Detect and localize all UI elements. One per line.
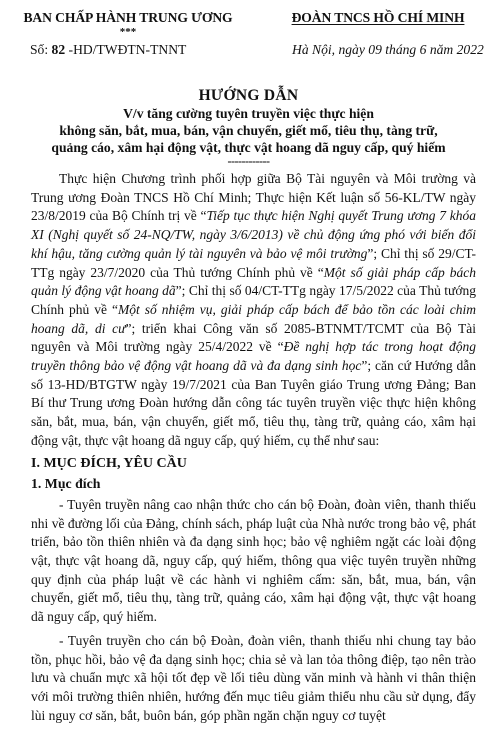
- subject-line-2: không săn, bắt, mua, bán, vận chuyển, giết mổ, tiêu thụ, tàng trữ,: [59, 123, 438, 138]
- document-title: HƯỚNG DẪN: [198, 87, 299, 104]
- subsection-heading: 1. Mục đích: [31, 476, 101, 492]
- document-body: [31, 170, 476, 725]
- section-heading: I. MỤC ĐÍCH, YÊU CẦU: [31, 455, 187, 471]
- doc-number-suffix: -HD/TWĐTN-TNNT: [68, 42, 187, 57]
- organization-block: [262, 10, 494, 26]
- organization-name: ĐOÀN TNCS HỒ CHÍ MINH: [291, 10, 465, 25]
- purpose-paragraph-1: - Tuyên truyền nâng cao nhận thức cho cán bộ Đoàn, đoàn viên, thanh thiếu nhi về đường lối của Đảng, chính sách, pháp luật của Nhà nước trong bảo vệ, phát triển, bảo tồn thiên nhiên và đa dạng sinh học; bảo vệ nghiêm ngặt các loài động vật, thực vật hoang dã, nguy cấp, quý hiếm, thông qua việc tuyên truyền những quy định của pháp luật về các hành vi nghiêm cấm: săn, bắt, mua, bán, vận chuyển, giết mổ, tiêu thụ, tàng trữ, quảng cáo, xâm hại động vật, thực vật hoang dã nguy cấp, quý hiếm.: [31, 496, 476, 625]
- subject-line-3: quảng cáo, xâm hại động vật, thực vật hoang dã nguy cấp, quý hiếm: [51, 140, 446, 155]
- doc-number-value: 82: [51, 42, 66, 57]
- title-separator: ------------: [227, 154, 270, 168]
- issuing-authority: BAN CHẤP HÀNH TRUNG ƯƠNG: [23, 10, 233, 25]
- issuing-authority-block: [8, 10, 248, 37]
- stars-divider: ***: [119, 26, 137, 38]
- intro-paragraph: Thực hiện Chương trình phối hợp giữa Bộ Tài nguyên và Môi trường và Trung ương Đoàn TNCS Hồ Chí Minh; Thực hiện Kết luận số 56-KL/TW ngày 23/8/2019 của Bộ Chính trị về “Tiếp tục thực hiện Nghị quyết Trung ương 7 khóa XI (Nghị quyết số 24-NQ/TW, ngày 3/6/2013) về chủ động ứng phó với biến đổi khí hậu, tăng cường quản lý tài nguyên và bảo vệ môi trường”; Chỉ thị số 29/CT-TTg ngày 23/7/2020 của Thủ tướng Chính phủ về “Một số giải pháp cấp bách quản lý động vật hoang dã”; Chỉ thị số 04/CT-TTg ngày 17/5/2022 của Thủ tướng Chính phủ về “Một số nhiệm vụ, giải pháp cấp bách để bảo tồn các loài chim hoang dã, di cư”; triển khai Công văn số 2085-BTNMT/TCMT của Bộ Tài nguyên và Môi trường ngày 25/4/2022 về “Đề nghị hợp tác trong hoạt động truyền thông bảo vệ động vật hoang dã và đa dạng sinh học”; căn cứ Hướng dẫn số 13-HD/BTGTW ngày 19/7/2021 của Ban Tuyên giáo Trung ương Đảng; Ban Bí thư Trung ương Đoàn hướng dẫn công tác tuyên truyền việc thực hiện không săn, bắt, mua, bán, vận chuyển, giết mổ, tiêu thụ, tàng trữ, quảng cáo, xâm hại động vật, thực vật hoang dã nguy cấp, quý hiếm, cụ thể như sau:: [31, 171, 476, 448]
- purpose-paragraph-2: - Tuyên truyền cho cán bộ Đoàn, đoàn viên, thanh thiếu nhi chung tay bảo tồn, phục hồi, bảo vệ đa dạng sinh học; chia sẻ và lan tỏa thông điệp, tạo nên trào lưu và chuẩn mực xã hội tốt đẹp về lối tiêu dùng văn minh và hành vi thân thiện với môi trường thiên nhiên, hướng đến mục tiêu giảm thiểu nhu cầu sử dụng, đẩy lùi nguy cơ săn, bắt, buôn bán, góp phần ngăn chặn nguy cơ tuyệt: [31, 632, 476, 723]
- title-block: [0, 86, 497, 166]
- date-line: Hà Nội, ngày 09 tháng 6 năm 2022: [292, 42, 484, 57]
- document-number: [30, 42, 186, 58]
- doc-number-prefix: Số:: [30, 42, 49, 57]
- subject-line-1: V/v tăng cường tuyên truyền việc thực hiện: [123, 106, 374, 121]
